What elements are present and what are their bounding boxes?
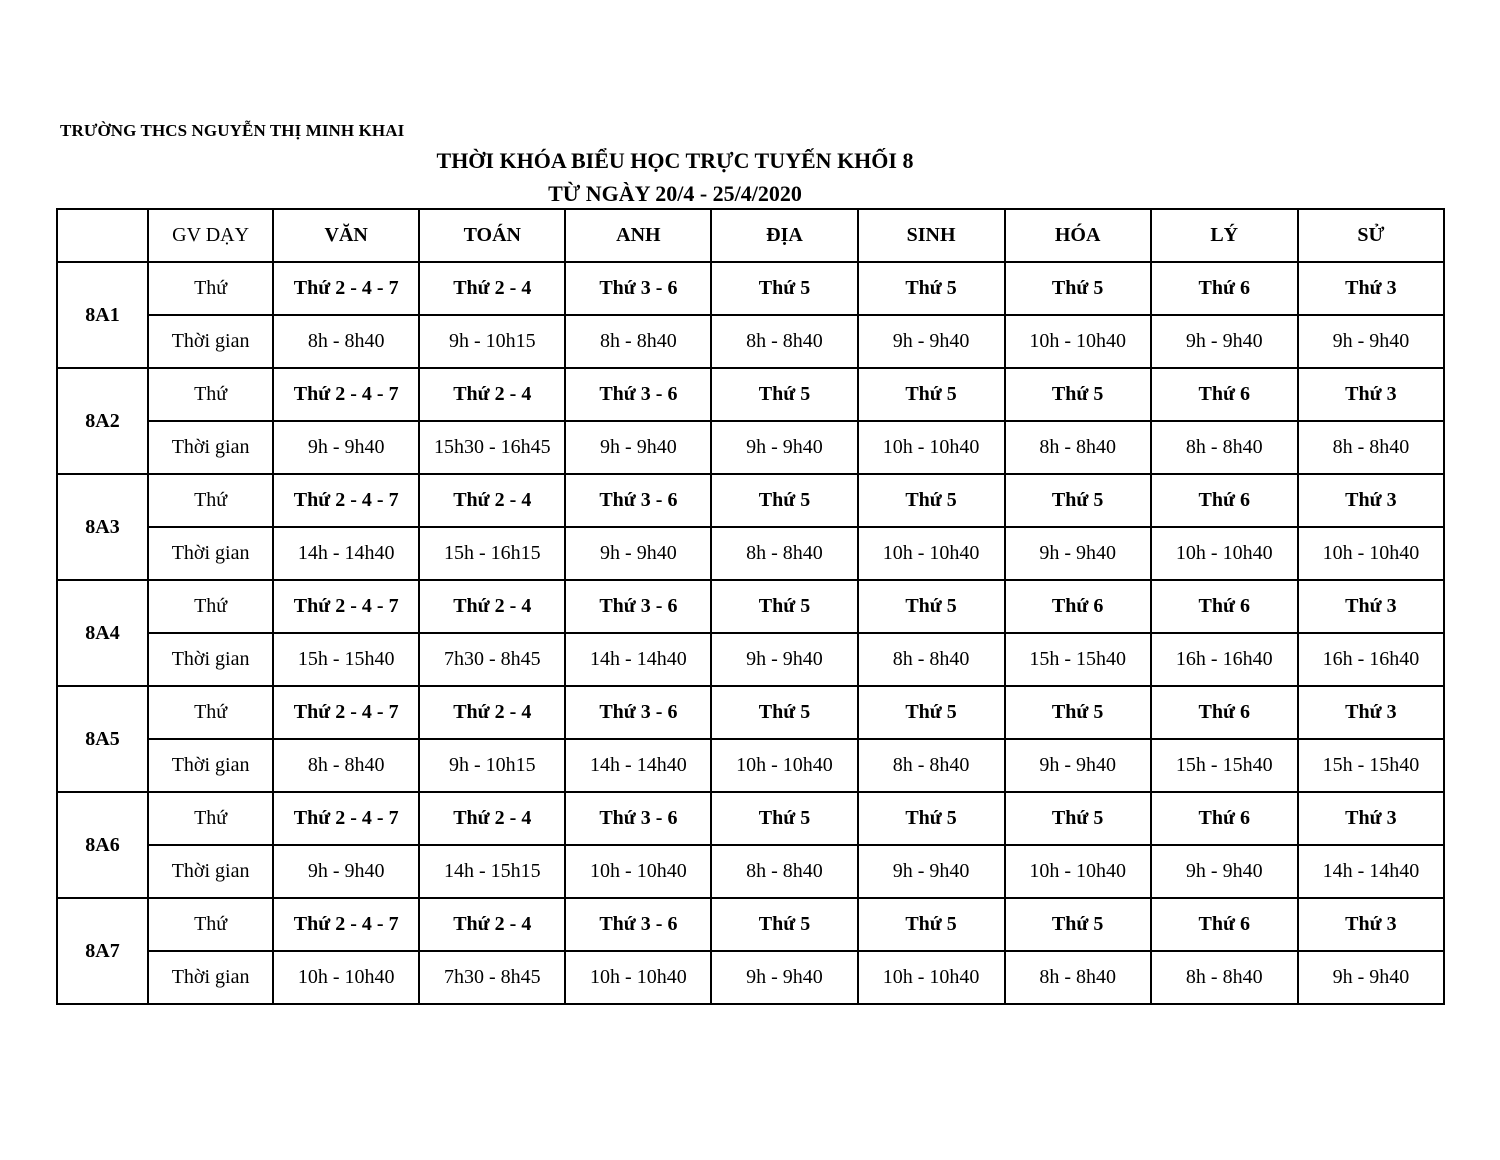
day-cell: Thứ 2 - 4 (419, 898, 565, 951)
time-cell: 9h - 10h15 (419, 315, 565, 368)
time-cell: 8h - 8h40 (858, 633, 1005, 686)
time-cell: 8h - 8h40 (1151, 951, 1298, 1004)
row-label-time: Thời gian (148, 315, 273, 368)
day-cell: Thứ 3 - 6 (565, 368, 711, 421)
day-cell: Thứ 2 - 4 (419, 792, 565, 845)
day-cell: Thứ 3 - 6 (565, 898, 711, 951)
row-label-time: Thời gian (148, 633, 273, 686)
day-cell: Thứ 5 (858, 262, 1005, 315)
time-cell: 8h - 8h40 (1005, 951, 1151, 1004)
class-name: 8A5 (57, 686, 148, 792)
time-cell: 9h - 9h40 (711, 633, 857, 686)
time-cell: 10h - 10h40 (1151, 527, 1298, 580)
subject-header: TOÁN (419, 209, 565, 262)
header-row (57, 209, 1444, 262)
time-cell: 8h - 8h40 (711, 315, 857, 368)
row-label-time: Thời gian (148, 421, 273, 474)
time-cell: 8h - 8h40 (273, 739, 419, 792)
day-cell: Thứ 3 (1298, 368, 1444, 421)
day-cell: Thứ 2 - 4 - 7 (273, 262, 419, 315)
day-cell: Thứ 3 (1298, 792, 1444, 845)
class-time-row (57, 633, 1444, 686)
page-title: THỜI KHÓA BIỂU HỌC TRỰC TUYẾN KHỐI 8 (436, 148, 914, 173)
row-label-day: Thứ (148, 262, 273, 315)
day-cell: Thứ 2 - 4 - 7 (273, 474, 419, 527)
row-label-time: Thời gian (148, 739, 273, 792)
subject-header: VĂN (273, 209, 419, 262)
day-cell: Thứ 2 - 4 - 7 (273, 686, 419, 739)
class-day-row (57, 580, 1444, 633)
day-cell: Thứ 5 (858, 686, 1005, 739)
time-cell: 15h - 15h40 (1298, 739, 1444, 792)
time-cell: 8h - 8h40 (858, 739, 1005, 792)
day-cell: Thứ 5 (858, 368, 1005, 421)
class-day-row (57, 792, 1444, 845)
time-cell: 9h - 9h40 (565, 527, 711, 580)
time-cell: 10h - 10h40 (711, 739, 857, 792)
day-cell: Thứ 3 - 6 (565, 686, 711, 739)
row-label-day: Thứ (148, 474, 273, 527)
subject-header: HÓA (1005, 209, 1151, 262)
day-cell: Thứ 3 (1298, 898, 1444, 951)
time-cell: 14h - 14h40 (273, 527, 419, 580)
day-cell: Thứ 6 (1151, 580, 1298, 633)
corner-cell (57, 209, 148, 262)
time-cell: 10h - 10h40 (273, 951, 419, 1004)
class-name: 8A4 (57, 580, 148, 686)
day-cell: Thứ 2 - 4 (419, 686, 565, 739)
day-cell: Thứ 6 (1151, 368, 1298, 421)
class-name: 8A2 (57, 368, 148, 474)
time-cell: 7h30 - 8h45 (419, 951, 565, 1004)
row-label-day: Thứ (148, 580, 273, 633)
time-cell: 15h30 - 16h45 (419, 421, 565, 474)
day-cell: Thứ 5 (711, 686, 857, 739)
day-cell: Thứ 5 (858, 792, 1005, 845)
day-cell: Thứ 6 (1151, 262, 1298, 315)
day-cell: Thứ 5 (711, 898, 857, 951)
day-cell: Thứ 6 (1151, 898, 1298, 951)
class-name: 8A1 (57, 262, 148, 368)
time-cell: 9h - 9h40 (711, 421, 857, 474)
class-name: 8A6 (57, 792, 148, 898)
subject-header: ANH (565, 209, 711, 262)
class-day-row (57, 898, 1444, 951)
day-cell: Thứ 5 (711, 474, 857, 527)
day-cell: Thứ 6 (1151, 792, 1298, 845)
time-cell: 15h - 15h40 (1005, 633, 1151, 686)
day-cell: Thứ 3 (1298, 686, 1444, 739)
time-cell: 9h - 9h40 (1005, 739, 1151, 792)
day-cell: Thứ 2 - 4 - 7 (273, 898, 419, 951)
time-cell: 9h - 9h40 (711, 951, 857, 1004)
day-cell: Thứ 5 (1005, 262, 1151, 315)
time-cell: 8h - 8h40 (1151, 421, 1298, 474)
day-cell: Thứ 2 - 4 (419, 474, 565, 527)
time-cell: 10h - 10h40 (565, 845, 711, 898)
date-range: TỪ NGÀY 20/4 - 25/4/2020 (548, 181, 802, 206)
day-cell: Thứ 5 (711, 368, 857, 421)
class-day-row (57, 686, 1444, 739)
day-cell: Thứ 3 - 6 (565, 474, 711, 527)
day-cell: Thứ 5 (1005, 368, 1151, 421)
time-cell: 9h - 10h15 (419, 739, 565, 792)
row-label-day: Thứ (148, 686, 273, 739)
time-cell: 10h - 10h40 (565, 951, 711, 1004)
day-cell: Thứ 6 (1151, 474, 1298, 527)
day-cell: Thứ 5 (711, 792, 857, 845)
school-name: TRƯỜNG THCS NGUYỄN THỊ MINH KHAI (60, 121, 405, 140)
row-label-time: Thời gian (148, 527, 273, 580)
class-name: 8A3 (57, 474, 148, 580)
day-cell: Thứ 5 (1005, 898, 1151, 951)
class-time-row (57, 527, 1444, 580)
time-cell: 9h - 9h40 (565, 421, 711, 474)
day-cell: Thứ 5 (1005, 686, 1151, 739)
time-cell: 15h - 15h40 (273, 633, 419, 686)
subject-header: LÝ (1151, 209, 1298, 262)
time-cell: 14h - 14h40 (565, 739, 711, 792)
time-cell: 9h - 9h40 (273, 421, 419, 474)
class-time-row (57, 315, 1444, 368)
class-time-row (57, 739, 1444, 792)
timetable-body (57, 262, 1444, 1004)
day-cell: Thứ 5 (711, 262, 857, 315)
day-cell: Thứ 2 - 4 - 7 (273, 580, 419, 633)
day-cell: Thứ 6 (1151, 686, 1298, 739)
day-cell: Thứ 3 - 6 (565, 262, 711, 315)
time-cell: 16h - 16h40 (1151, 633, 1298, 686)
row-label-day: Thứ (148, 898, 273, 951)
time-cell: 15h - 15h40 (1151, 739, 1298, 792)
time-cell: 9h - 9h40 (1298, 315, 1444, 368)
day-cell: Thứ 5 (858, 898, 1005, 951)
time-cell: 9h - 9h40 (1005, 527, 1151, 580)
class-time-row (57, 421, 1444, 474)
day-cell: Thứ 3 - 6 (565, 792, 711, 845)
time-cell: 8h - 8h40 (1298, 421, 1444, 474)
time-cell: 8h - 8h40 (711, 527, 857, 580)
time-cell: 9h - 9h40 (1151, 845, 1298, 898)
day-cell: Thứ 6 (1005, 580, 1151, 633)
time-cell: 14h - 15h15 (419, 845, 565, 898)
day-cell: Thứ 2 - 4 (419, 580, 565, 633)
subject-header: ĐỊA (711, 209, 857, 262)
time-cell: 9h - 9h40 (1298, 951, 1444, 1004)
time-cell: 9h - 9h40 (858, 315, 1005, 368)
row-label-time: Thời gian (148, 845, 273, 898)
day-cell: Thứ 2 - 4 - 7 (273, 368, 419, 421)
time-cell: 15h - 16h15 (419, 527, 565, 580)
class-time-row (57, 951, 1444, 1004)
time-cell: 8h - 8h40 (273, 315, 419, 368)
class-time-row (57, 845, 1444, 898)
time-cell: 14h - 14h40 (565, 633, 711, 686)
row-label-time: Thời gian (148, 951, 273, 1004)
time-cell: 10h - 10h40 (1005, 315, 1151, 368)
day-cell: Thứ 2 - 4 (419, 262, 565, 315)
time-cell: 7h30 - 8h45 (419, 633, 565, 686)
time-cell: 8h - 8h40 (565, 315, 711, 368)
time-cell: 10h - 10h40 (1298, 527, 1444, 580)
time-cell: 9h - 9h40 (273, 845, 419, 898)
time-cell: 14h - 14h40 (1298, 845, 1444, 898)
row-label-day: Thứ (148, 792, 273, 845)
day-cell: Thứ 5 (1005, 792, 1151, 845)
time-cell: 16h - 16h40 (1298, 633, 1444, 686)
day-cell: Thứ 3 (1298, 262, 1444, 315)
day-cell: Thứ 3 - 6 (565, 580, 711, 633)
day-cell: Thứ 5 (711, 580, 857, 633)
time-cell: 8h - 8h40 (1005, 421, 1151, 474)
class-day-row (57, 474, 1444, 527)
subject-header: SINH (858, 209, 1005, 262)
class-day-row (57, 368, 1444, 421)
time-cell: 9h - 9h40 (1151, 315, 1298, 368)
time-cell: 10h - 10h40 (1005, 845, 1151, 898)
time-cell: 10h - 10h40 (858, 527, 1005, 580)
day-cell: Thứ 2 - 4 - 7 (273, 792, 419, 845)
day-cell: Thứ 5 (1005, 474, 1151, 527)
gv-label: GV DẠY (148, 209, 273, 262)
class-name: 8A7 (57, 898, 148, 1004)
day-cell: Thứ 5 (858, 474, 1005, 527)
time-cell: 9h - 9h40 (858, 845, 1005, 898)
time-cell: 10h - 10h40 (858, 421, 1005, 474)
row-label-day: Thứ (148, 368, 273, 421)
time-cell: 8h - 8h40 (711, 845, 857, 898)
day-cell: Thứ 3 (1298, 580, 1444, 633)
class-day-row (57, 262, 1444, 315)
day-cell: Thứ 5 (858, 580, 1005, 633)
day-cell: Thứ 3 (1298, 474, 1444, 527)
day-cell: Thứ 2 - 4 (419, 368, 565, 421)
time-cell: 10h - 10h40 (858, 951, 1005, 1004)
timetable (56, 208, 1445, 1005)
subject-header: SỬ (1298, 209, 1444, 262)
